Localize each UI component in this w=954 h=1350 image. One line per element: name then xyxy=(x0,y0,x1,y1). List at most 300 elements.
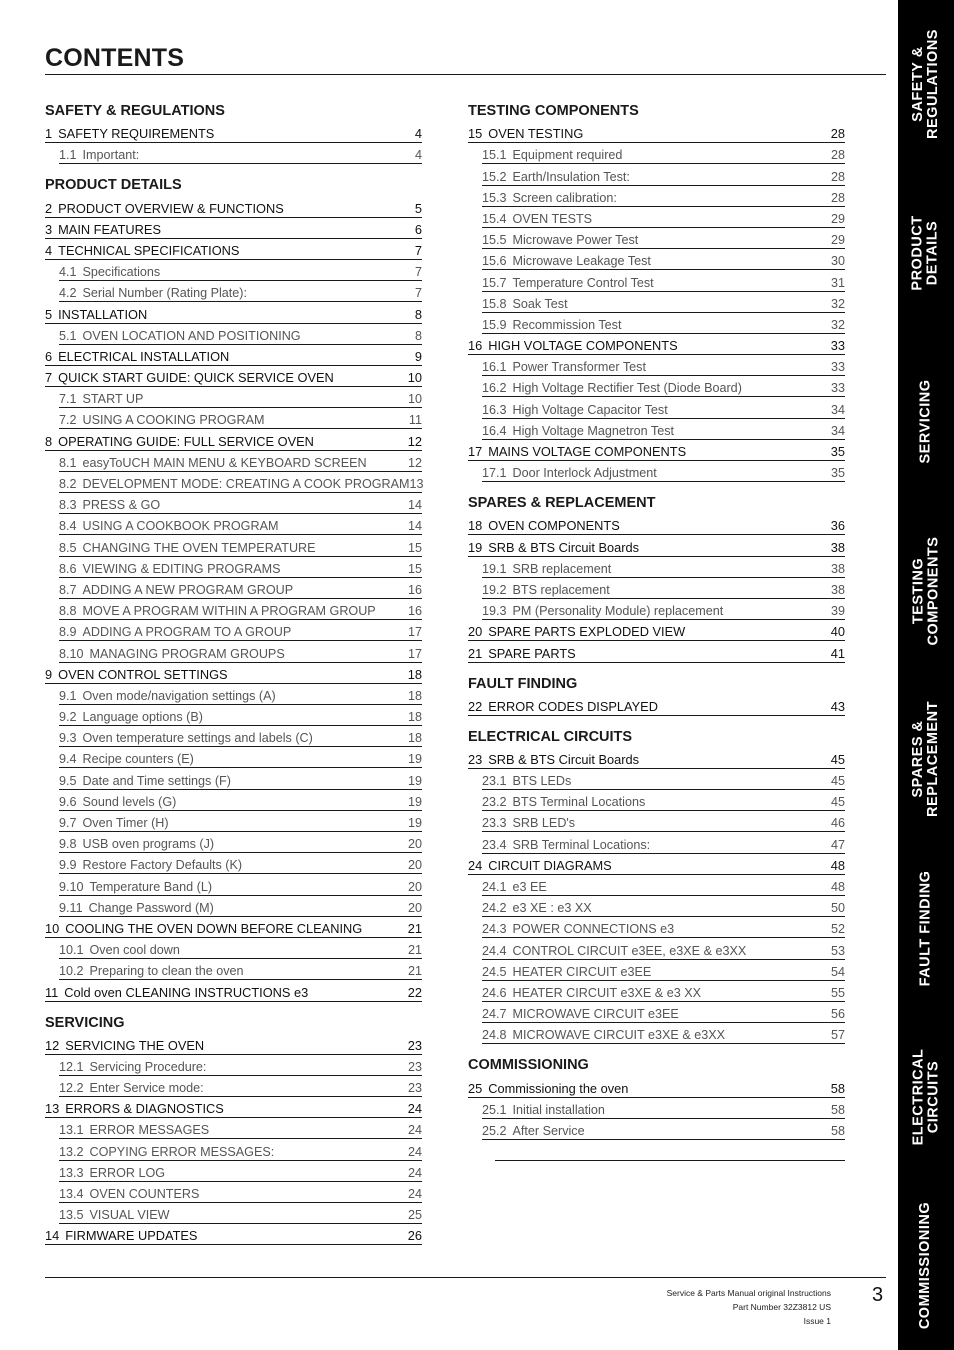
toc-entry-number: 9.11 xyxy=(59,900,83,915)
sidebar-tab-label xyxy=(911,536,941,645)
toc-entry-title: e3 XE : e3 XX xyxy=(512,901,592,916)
footer-part-number: Part Number 32Z3812 US xyxy=(732,1302,831,1312)
toc-entry[interactable] xyxy=(45,302,422,323)
toc-entry-number: 4.2 xyxy=(59,286,77,301)
toc-entry[interactable] xyxy=(468,1076,845,1097)
toc-subentry[interactable] xyxy=(59,790,422,811)
toc-subentry[interactable] xyxy=(59,451,422,472)
footer-manual-title: Service & Parts Manual original Instructions xyxy=(666,1288,831,1298)
toc-section xyxy=(45,1012,422,1246)
sidebar-tab[interactable] xyxy=(898,1013,954,1182)
toc-entry-number: 23 xyxy=(468,751,483,767)
toc-subentry[interactable] xyxy=(482,938,845,959)
toc-entry-number: 4.1 xyxy=(59,265,77,280)
toc-entry-label xyxy=(468,858,612,873)
toc-entry[interactable] xyxy=(45,366,422,387)
toc-subentry[interactable] xyxy=(482,228,845,249)
sidebar-tab-line: SERVICING xyxy=(917,379,934,464)
toc-entry-number: 23.4 xyxy=(482,837,507,852)
toc-entry-page: 55 xyxy=(830,985,845,1000)
toc-entry-label xyxy=(59,647,285,661)
toc-subentry[interactable] xyxy=(59,493,422,514)
toc-entry-number: 22 xyxy=(468,698,483,714)
toc-entry-number: 13.2 xyxy=(59,1144,84,1159)
toc-subentry[interactable] xyxy=(59,853,422,874)
toc-subentry[interactable] xyxy=(482,1002,845,1023)
toc-entry-label xyxy=(59,858,242,872)
toc-entry-page: 18 xyxy=(407,731,422,746)
toc-entry-page: 58 xyxy=(830,1123,845,1138)
toc-subentry[interactable] xyxy=(482,599,845,620)
toc-entry-title: Oven cool down xyxy=(89,943,180,958)
toc-entry[interactable] xyxy=(468,334,845,355)
toc-subentry[interactable] xyxy=(59,599,422,620)
sidebar-tab-label xyxy=(919,380,934,464)
toc-entry[interactable] xyxy=(45,1097,422,1118)
toc-entry-title: OVEN TESTS xyxy=(512,211,593,226)
toc-entry-page: 48 xyxy=(830,880,845,894)
toc-entry-number: 15.7 xyxy=(482,275,507,290)
toc-subentry[interactable] xyxy=(482,207,845,228)
toc-entry[interactable] xyxy=(45,917,422,938)
toc-entry[interactable] xyxy=(468,122,845,143)
toc-entry-title: CONTROL CIRCUIT e3EE, e3XE & e3XX xyxy=(512,943,747,958)
toc-entry-label xyxy=(482,1007,679,1021)
toc-entry-number: 16.3 xyxy=(482,402,507,417)
toc-entry-page: 50 xyxy=(830,901,845,916)
toc-subentry[interactable] xyxy=(482,896,845,917)
sidebar-tab[interactable] xyxy=(898,338,954,507)
toc-entry-label xyxy=(59,795,176,809)
toc-subentry[interactable] xyxy=(59,1203,422,1224)
toc-subentry[interactable] xyxy=(59,143,422,164)
toc-subentry[interactable] xyxy=(59,324,422,345)
toc-subentry[interactable] xyxy=(59,387,422,408)
toc-entry-title: USB oven programs (J) xyxy=(82,837,215,852)
toc-entry-label xyxy=(59,964,244,978)
toc-entry-label xyxy=(482,466,657,480)
toc-entry-label xyxy=(482,254,651,268)
toc-subentry[interactable] xyxy=(59,811,422,832)
toc-subentry[interactable] xyxy=(59,408,422,429)
toc-entry-page: 20 xyxy=(407,858,422,873)
toc-entry-number: 8.10 xyxy=(59,646,84,661)
toc-entry-label xyxy=(482,148,622,162)
toc-entry-label xyxy=(482,191,617,205)
toc-entry-label xyxy=(59,731,313,745)
page-title: CONTENTS xyxy=(45,44,185,72)
toc-entry-page: 58 xyxy=(830,1080,845,1096)
toc-entry-title: Preparing to clean the oven xyxy=(89,964,244,979)
toc-entry-page: 38 xyxy=(830,582,845,597)
toc-subentry[interactable] xyxy=(482,811,845,832)
toc-entry[interactable] xyxy=(45,239,422,260)
toc-subentry[interactable] xyxy=(482,355,845,376)
sidebar-tab-line: REPLACEMENT xyxy=(925,701,941,818)
toc-entry-number: 9.2 xyxy=(59,710,77,725)
sidebar-tab[interactable] xyxy=(898,506,954,675)
toc-subentry[interactable] xyxy=(59,1182,422,1203)
toc-entry-page: 28 xyxy=(830,126,845,142)
toc-entry-title: ADDING A PROGRAM TO A GROUP xyxy=(82,625,292,640)
toc-entry-number: 24.1 xyxy=(482,880,507,894)
toc-entry-number: 8.7 xyxy=(59,582,77,597)
toc-entry-page: 19 xyxy=(407,816,422,830)
toc-entry-page: 35 xyxy=(830,466,845,481)
toc-entry-page: 23 xyxy=(407,1081,422,1096)
toc-entry-title: SERVICING THE OVEN xyxy=(65,1037,205,1053)
toc-entry-number: 9.4 xyxy=(59,752,77,767)
toc-entry-number: 23.3 xyxy=(482,816,507,831)
sidebar-tab[interactable] xyxy=(898,844,954,1013)
toc-entry-title: Microwave Leakage Test xyxy=(512,254,651,269)
toc-entry-number: 17.1 xyxy=(482,466,507,481)
toc-entry-number: 9.8 xyxy=(59,837,77,852)
toc-subentry[interactable] xyxy=(482,1098,845,1119)
toc-entry-number: 20 xyxy=(468,624,483,640)
toc-subentry[interactable] xyxy=(59,1118,422,1139)
toc-entry[interactable] xyxy=(45,218,422,239)
toc-entry-title: SPARE PARTS EXPLODED VIEW xyxy=(488,624,686,640)
toc-subentry[interactable] xyxy=(59,938,422,959)
toc-entry[interactable] xyxy=(468,641,845,662)
toc-entry-page: 20 xyxy=(407,837,422,852)
toc-entry[interactable] xyxy=(468,440,845,461)
toc-entry-page: 47 xyxy=(830,837,845,852)
toc-entry-label xyxy=(45,243,239,258)
toc-entry-page: 7 xyxy=(414,242,422,258)
toc-entry-page: 8 xyxy=(414,328,422,343)
sidebar-tab-label xyxy=(911,1048,941,1145)
toc-entry[interactable] xyxy=(468,695,845,716)
toc-entry-title: CIRCUIT DIAGRAMS xyxy=(488,857,612,873)
toc-entry-label xyxy=(45,370,334,385)
toc-entry-title: SRB LED's xyxy=(512,816,576,831)
toc-entry-label xyxy=(45,985,308,1000)
toc-entry-label xyxy=(59,541,316,555)
toc-subentry[interactable] xyxy=(482,1023,845,1044)
toc-entry-title: QUICK START GUIDE: QUICK SERVICE OVEN xyxy=(58,370,334,386)
toc-entry-number: 9 xyxy=(45,666,53,682)
toc-entry-title: OVEN LOCATION AND POSITIONING xyxy=(82,328,301,343)
toc-entry-page: 56 xyxy=(830,1007,845,1022)
toc-entry-title: Initial installation xyxy=(512,1102,605,1117)
toc-entry-number: 8.5 xyxy=(59,540,77,555)
sidebar-tab-line: CIRCUITS xyxy=(925,1060,941,1134)
toc-entry-number: 14 xyxy=(45,1228,60,1244)
toc-entry-label xyxy=(59,413,264,427)
toc-entry-page: 12 xyxy=(407,455,422,470)
toc-entry-title: Recommission Test xyxy=(512,317,622,332)
toc-subentry[interactable] xyxy=(59,768,422,789)
toc-entry-label xyxy=(59,1208,170,1222)
toc-subentry[interactable] xyxy=(482,875,845,896)
toc-entry-title: Sound levels (G) xyxy=(82,794,177,809)
toc-entry-number: 8.8 xyxy=(59,604,77,619)
toc-entry-title: DEVELOPMENT MODE: CREATING A COOK PROGRAM xyxy=(82,477,410,491)
toc-entry-title: PM (Personality Module) replacement xyxy=(512,604,724,619)
toc-subentry[interactable] xyxy=(482,376,845,397)
toc-entry-title: Soak Test xyxy=(512,296,568,311)
toc-entry-label xyxy=(45,667,228,682)
toc-entry[interactable] xyxy=(468,854,845,875)
toc-subentry[interactable] xyxy=(59,578,422,599)
toc-entry-page: 52 xyxy=(830,922,845,937)
toc-entry-number: 19.2 xyxy=(482,582,507,597)
toc-entry-title: COOLING THE OVEN DOWN BEFORE CLEANING xyxy=(65,920,363,936)
toc-entry-label xyxy=(59,583,293,597)
toc-entry-label xyxy=(59,774,231,788)
toc-entry[interactable] xyxy=(45,1224,422,1245)
toc-entry-label xyxy=(482,318,621,332)
toc-subentry[interactable] xyxy=(482,832,845,853)
toc-entry-number: 16.4 xyxy=(482,423,507,438)
toc-entry-title: ADDING A NEW PROGRAM GROUP xyxy=(82,582,294,597)
toc-section xyxy=(468,673,845,716)
toc-entry-number: 16.1 xyxy=(482,360,507,375)
toc-subentry[interactable] xyxy=(482,960,845,981)
toc-subentry[interactable] xyxy=(59,1161,422,1182)
toc-entry-page: 14 xyxy=(407,519,422,534)
toc-entry-number: 15.8 xyxy=(482,296,507,311)
toc-entry-title: Screen calibration: xyxy=(512,190,617,205)
toc-entry-title: INSTALLATION xyxy=(58,306,148,322)
toc-entry[interactable] xyxy=(468,535,845,556)
toc-entry-page: 16 xyxy=(407,604,422,619)
toc-subentry[interactable] xyxy=(59,1055,422,1076)
toc-entry-label xyxy=(468,126,583,141)
toc-subentry[interactable] xyxy=(59,896,422,917)
toc-subentry[interactable] xyxy=(482,186,845,207)
toc-subentry[interactable] xyxy=(482,790,845,811)
toc-entry-number: 23.1 xyxy=(482,774,507,789)
toc-entry-page: 6 xyxy=(414,221,422,237)
toc-entry-title: START UP xyxy=(82,392,144,407)
toc-entry-title: Oven Timer (H) xyxy=(82,816,169,830)
toc-entry-page: 9 xyxy=(414,348,422,364)
toc-subentry[interactable] xyxy=(482,270,845,291)
toc-entry-label xyxy=(482,944,746,958)
toc-subentry[interactable] xyxy=(59,705,422,726)
footer-info xyxy=(667,1286,831,1328)
toc-entry-page: 21 xyxy=(407,920,422,936)
toc-subentry[interactable] xyxy=(59,684,422,705)
toc-subentry[interactable] xyxy=(482,249,845,270)
toc-entry-title: Specifications xyxy=(82,265,161,280)
toc-entry-page: 24 xyxy=(407,1144,422,1159)
toc-entry-title: Oven temperature settings and labels (C) xyxy=(82,731,313,746)
toc-subentry[interactable] xyxy=(59,472,422,493)
toc-entry[interactable] xyxy=(468,514,845,535)
toc-subentry[interactable] xyxy=(59,747,422,768)
toc-entry-label xyxy=(59,1187,199,1201)
toc-entry-number: 8.3 xyxy=(59,498,77,513)
sidebar-tab[interactable] xyxy=(898,0,954,169)
toc-entry-title: BTS replacement xyxy=(512,582,610,597)
toc-entry-label xyxy=(59,456,367,470)
sidebar-tab[interactable] xyxy=(898,675,954,844)
trailing-divider xyxy=(495,1140,845,1161)
section-heading: FAULT FINDING xyxy=(468,675,578,692)
toc-subentry[interactable] xyxy=(59,557,422,578)
toc-subentry[interactable] xyxy=(482,578,845,599)
toc-entry-page: 11 xyxy=(408,413,422,428)
toc-entry-title: USING A COOKING PROGRAM xyxy=(82,413,265,428)
toc-entry-number: 7 xyxy=(45,370,53,386)
toc-subentry[interactable] xyxy=(59,260,422,281)
toc-entry-label xyxy=(59,1060,206,1074)
toc-subentry[interactable] xyxy=(59,1076,422,1097)
toc-entry-label xyxy=(45,1228,197,1243)
toc-entry-number: 13.3 xyxy=(59,1165,84,1180)
section-heading: TESTING COMPONENTS xyxy=(468,103,639,119)
toc-entry-label xyxy=(59,562,281,576)
toc-entry-title: Power Transformer Test xyxy=(512,360,646,375)
toc-entry[interactable] xyxy=(45,429,422,450)
section-heading: ELECTRICAL CIRCUITS xyxy=(468,728,633,745)
toc-entry[interactable] xyxy=(45,122,422,143)
toc-subentry[interactable] xyxy=(59,726,422,747)
toc-subentry[interactable] xyxy=(482,557,845,578)
toc-section xyxy=(468,1054,845,1161)
toc-entry-number: 9.5 xyxy=(59,773,77,788)
toc-subentry[interactable] xyxy=(482,397,845,418)
toc-entry-page: 22 xyxy=(407,984,422,1000)
toc-entry[interactable] xyxy=(45,1034,422,1055)
toc-entry-page: 45 xyxy=(830,795,845,810)
toc-entry-title: PRODUCT OVERVIEW & FUNCTIONS xyxy=(58,200,284,216)
sidebar-tab[interactable] xyxy=(898,169,954,338)
toc-entry-label xyxy=(482,816,575,830)
toc-entry-label xyxy=(59,498,160,512)
sidebar-tab[interactable] xyxy=(898,1181,954,1350)
toc-column-right xyxy=(468,100,845,1171)
toc-subentry[interactable] xyxy=(59,620,422,641)
toc-subentry[interactable] xyxy=(482,461,845,482)
toc-entry-number: 24 xyxy=(468,857,483,873)
toc-entry-page: 18 xyxy=(407,710,422,725)
toc-entry-page: 33 xyxy=(830,360,845,375)
toc-entry-page: 32 xyxy=(830,317,845,332)
toc-entry-page: 20 xyxy=(407,879,422,894)
toc-subentry[interactable] xyxy=(482,981,845,1002)
toc-entry-label xyxy=(59,752,194,766)
toc-entry-title: Commissioning the oven xyxy=(488,1080,629,1096)
sidebar-tab-line: DETAILS xyxy=(925,220,942,286)
toc-subentry[interactable] xyxy=(59,641,422,662)
toc-subentry[interactable] xyxy=(59,514,422,535)
sidebar-tab-line: TESTING xyxy=(910,557,927,624)
toc-entry-label xyxy=(482,403,668,417)
toc-subentry[interactable] xyxy=(482,769,845,790)
toc-entry-number: 12.1 xyxy=(59,1059,84,1074)
toc-entry-title: After Service xyxy=(512,1123,585,1138)
toc-entry-title: Servicing Procedure: xyxy=(89,1059,207,1074)
toc-subentry[interactable] xyxy=(59,281,422,302)
toc-subentry[interactable] xyxy=(59,874,422,895)
toc-entry-label xyxy=(482,880,547,894)
toc-entry-number: 24.2 xyxy=(482,901,507,916)
toc-section xyxy=(45,100,422,164)
toc-entry-number: 12 xyxy=(45,1037,60,1053)
toc-entry-page: 28 xyxy=(830,148,845,163)
toc-subentry[interactable] xyxy=(59,832,422,853)
toc-entry-number: 9.10 xyxy=(59,879,84,894)
toc-entry-title: OVEN COMPONENTS xyxy=(488,518,620,534)
toc-entry-number: 21 xyxy=(468,645,483,661)
toc-entry-number: 24.7 xyxy=(482,1007,507,1022)
toc-subentry[interactable] xyxy=(482,164,845,185)
toc-entry[interactable] xyxy=(45,663,422,684)
toc-entry[interactable] xyxy=(468,620,845,641)
toc-subentry[interactable] xyxy=(482,419,845,440)
toc-entry-label xyxy=(45,1038,204,1053)
toc-entry-title: Oven mode/navigation settings (A) xyxy=(82,688,276,703)
toc-entry-number: 8.1 xyxy=(59,455,77,470)
toc-entry-title: OPERATING GUIDE: FULL SERVICE OVEN xyxy=(58,433,314,449)
toc-entry-title: Recipe counters (E) xyxy=(82,752,194,767)
toc-subentry[interactable] xyxy=(482,313,845,334)
toc-entry-label xyxy=(45,126,214,141)
toc-entry-page: 4 xyxy=(414,126,422,142)
toc-entry-number: 15.9 xyxy=(482,317,507,332)
toc-entry-label xyxy=(45,201,284,216)
toc-entry-title: ELECTRICAL INSTALLATION xyxy=(58,348,230,364)
toc-entry-title: HEATER CIRCUIT e3XE & e3 XX xyxy=(512,985,702,1000)
toc-entry-number: 19.3 xyxy=(482,604,507,619)
toc-entry-number: 13 xyxy=(45,1101,60,1117)
toc-subentry[interactable] xyxy=(59,1139,422,1160)
toc-entry-number: 13.1 xyxy=(59,1123,84,1138)
toc-entry-label xyxy=(482,1028,725,1042)
toc-entry-number: 15.6 xyxy=(482,254,507,269)
toc-entry-page: 41 xyxy=(830,645,845,661)
toc-entry-number: 8.4 xyxy=(59,519,77,534)
toc-subentry[interactable] xyxy=(59,535,422,556)
toc-entry-label xyxy=(45,1101,224,1116)
toc-subentry[interactable] xyxy=(482,143,845,164)
toc-subentry[interactable] xyxy=(59,959,422,980)
toc-entry-number: 10 xyxy=(45,920,60,936)
toc-entry-label xyxy=(59,477,410,491)
toc-entry-label xyxy=(482,838,650,852)
toc-entry-page: 45 xyxy=(830,774,845,789)
toc-entry-page: 20 xyxy=(407,900,422,915)
toc-subentry[interactable] xyxy=(482,292,845,313)
toc-entry-label xyxy=(482,986,701,1000)
toc-entry-page: 23 xyxy=(407,1037,422,1053)
footer-issue: Issue 1 xyxy=(803,1316,831,1326)
toc-entry-page: 33 xyxy=(830,338,845,354)
toc-entry-page: 24 xyxy=(407,1165,422,1180)
toc-section xyxy=(468,492,845,662)
toc-entry-label xyxy=(468,338,678,353)
toc-entry[interactable] xyxy=(45,980,422,1001)
toc-entry[interactable] xyxy=(45,345,422,366)
toc-entry-title: ERROR LOG xyxy=(89,1165,166,1180)
toc-entry-number: 17 xyxy=(468,444,483,459)
toc-entry-title: MAIN FEATURES xyxy=(58,221,161,237)
sidebar-tab-label xyxy=(919,870,934,986)
toc-entry[interactable] xyxy=(45,196,422,217)
toc-entry[interactable] xyxy=(468,748,845,769)
toc-entry-title: BTS LEDs xyxy=(512,774,572,789)
sidebar-tab-line: FAULT FINDING xyxy=(917,870,934,987)
toc-entry-page: 25 xyxy=(407,1208,422,1223)
toc-subentry[interactable] xyxy=(482,1119,845,1140)
toc-entry-title: SRB replacement xyxy=(512,561,612,576)
toc-subentry[interactable] xyxy=(482,917,845,938)
